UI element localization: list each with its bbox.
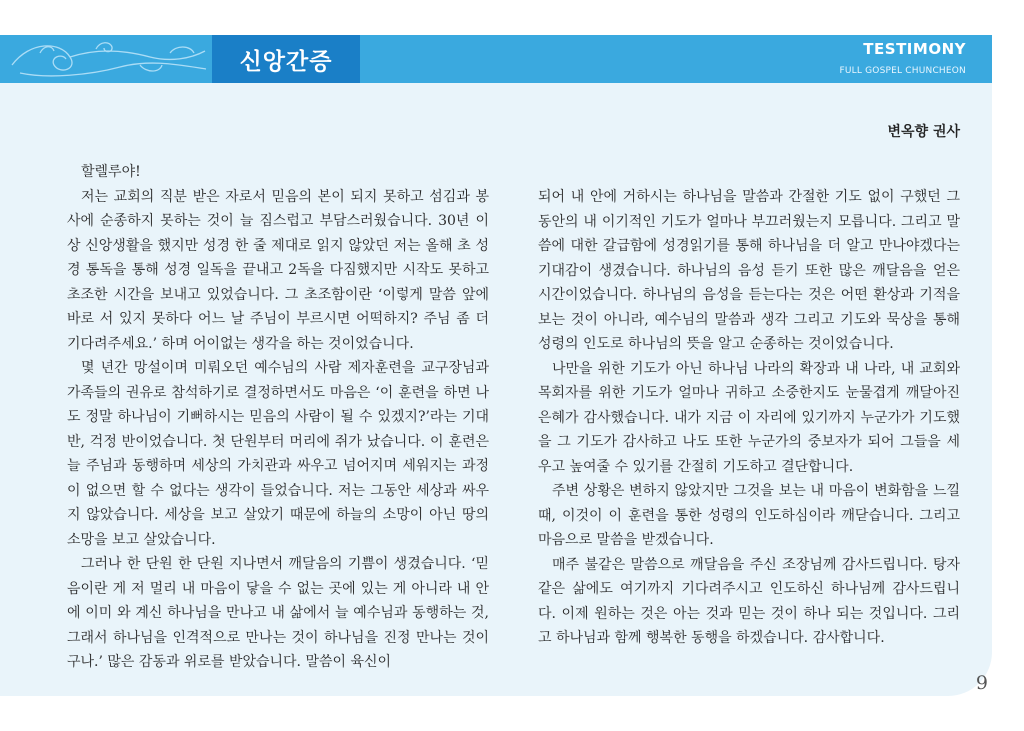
brand-subtitle: FULL GOSPEL CHUNCHEON xyxy=(839,66,966,76)
article-paragraph: 주변 상황은 변하지 않았지만 그것을 보는 내 마음이 변화함을 느낄 때, 이것이 이 훈련을 통한 성령의 인도하심이라 깨닫습니다. 그리고 마음으로 말씀을 받겠습니다. xyxy=(538,483,960,548)
article-paragraph: 몇 년간 망설이며 미뤄오던 예수님의 사람 제자훈련을 교구장님과 가족들의 권유로 참석하기로 결정하면서도 마음은 ‘이 훈련을 하면 나도 정말 하나님이 기뻐하시는 믿음의 사람이 될 수 있겠지?’라는 기대 반, 걱정 반이었습니다. 첫 단원부터 머리에 쥐가 났습니다. 이 훈련은 늘 주님과 동행하며 세상의 가치관과 싸우고 넘어지며 세워지는 과정이 없으면 할 수 없다는 생각이 들었습니다. 저는 그동안 세상과 싸우지 않았습니다. 세상을 보고 살았기 때문에 하늘의 소망이 아닌 땅의 소망을 보고 살았습니다. xyxy=(67,360,489,548)
author-name: 변옥향 권사 xyxy=(887,124,960,140)
article-paragraph: 매주 불같은 말씀으로 깨달음을 주신 조장님께 감사드립니다. 탕자 같은 삶에도 여기까지 기다려주시고 인도하신 하나님께 감사드립니다. 이제 원하는 것은 아는 것과 믿는 것이 하나 되는 것입니다. 그리고 하나님과 함께 행복한 동행을 하겠습니다. 감사합니다. xyxy=(538,556,960,646)
article-left-column xyxy=(67,160,489,675)
page-number: 9 xyxy=(975,672,988,694)
article-paragraph: 저는 교회의 직분 받은 자로서 믿음의 본이 되지 못하고 섬김과 봉사에 순종하지 못하는 것이 늘 짐스럽고 부담스러웠습니다. 30년 이상 신앙생활을 했지만 성경 한 줄 제대로 읽지 않았던 저는 올해 초 성경 통독을 통해 성경 일독을 끝내고 2독을 다짐했지만 시작도 못하고 초조한 시간을 보내고 있었습니다. 그 초조함이란 ‘이렇게 말씀 앞에 바로 서 있지 못하다 어느 날 주님이 부르시면 어떡하지? 주님 좀 더 기다려주세요.’ 하며 어이없는 생각을 하는 것이었습니다. xyxy=(67,188,489,352)
article-paragraph: 되어 내 안에 거하시는 하나님을 말씀과 간절한 기도 없이 구했던 그동안의 내 이기적인 기도가 얼마나 부끄러웠는지 모릅니다. 그리고 말씀에 대한 갈급함에 성경읽기를 통해 하나님을 더 알고 만나야겠다는 기대감이 생겼습니다. 하나님의 음성 듣기 또한 많은 깨달음을 얻은 시간이었습니다. 하나님의 음성을 듣는다는 것은 어떤 환상과 기적을 보는 것이 아니라, 예수님의 말씀과 생각 그리고 기도와 묵상을 통해 성령의 인도로 하나님의 뜻을 알고 순종하는 것이었습니다. xyxy=(538,189,960,352)
section-title: 신앙간증 xyxy=(239,48,333,75)
article-right-column xyxy=(538,185,960,651)
swirl-ornament-icon xyxy=(0,35,212,83)
brand-title: TESTIMONY xyxy=(863,40,966,58)
article-paragraph: 할렐루야! xyxy=(81,164,141,180)
section-title-box xyxy=(212,35,360,83)
article-paragraph: 그러나 한 단원 한 단원 지나면서 깨달음의 기쁨이 생겼습니다. ‘믿음이란 게 저 멀리 내 마음이 닿을 수 없는 곳에 있는 게 아니라 내 안에 이미 와 계신 하나님을 만나고 내 삶에서 늘 예수님과 동행하는 것, 그래서 하나님을 인격적으로 만나는 것이 하나님을 진정 만나는 것이구나.’ 많은 감동과 위로를 받았습니다. 말씀이 육신이 xyxy=(67,556,489,670)
article-paragraph: 나만을 위한 기도가 아닌 하나님 나라의 확장과 내 나라, 내 교회와 목회자를 위한 기도가 얼마나 귀하고 소중한지도 눈물겹게 깨달아진 은혜가 감사했습니다. 내가 지금 이 자리에 있기까지 누군가가 기도했을 그 기도가 감사하고 나도 또한 누군가의 중보자가 되어 그들을 세우고 높여줄 수 있기를 간절히 기도하고 결단합니다. xyxy=(538,360,960,475)
